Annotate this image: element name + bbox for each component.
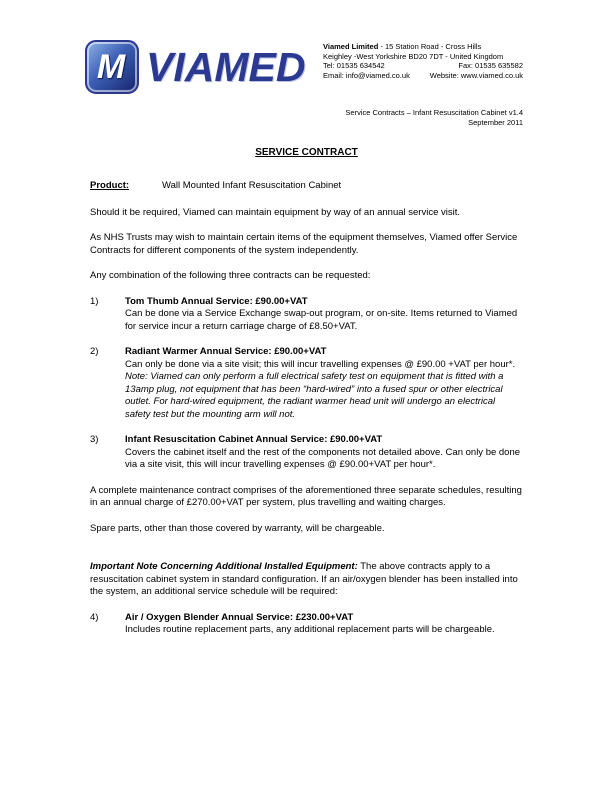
doc-ref-line-1: Service Contracts – Infant Resuscitation Cabinet v1.4 <box>345 108 523 117</box>
item-content <box>125 612 523 637</box>
item-body: Can be done via a Service Exchange swap-out program, or on-site. Items returned to Viamed for service incur a return carriage charge of £8.50+VAT. <box>125 308 518 332</box>
product-value: Wall Mounted Infant Resuscitation Cabinet <box>162 180 342 191</box>
document-body <box>90 180 523 637</box>
important-note-text: The above contracts apply to a resuscitation cabinet system in standard configuration. If an air/oxygen blender has been installed into the system, an additional service schedule will be required: <box>90 561 518 597</box>
item-title: Tom Thumb Annual Service: £90.00+VAT <box>125 295 308 307</box>
service-item-4 <box>90 612 523 637</box>
service-item-1 <box>90 296 523 334</box>
intro-paragraph-3: Any combination of the following three contracts can be requested: <box>90 270 371 281</box>
contact-tel: Tel: 01535 634542 <box>323 61 385 70</box>
item-number: 4) <box>90 611 99 623</box>
contact-line-3 <box>323 61 523 71</box>
important-note-paragraph <box>90 561 523 599</box>
summary-paragraph: A complete maintenance contract comprises of the aforementioned three separate schedules, resulting in an annual charge of £270.00+VAT per system, plus travelling and waiting charges. <box>90 484 522 508</box>
important-note-label: Important Note Concerning Additional Installed Equipment: <box>90 561 358 572</box>
item-number: 1) <box>90 295 99 307</box>
company-contact-block <box>323 42 523 80</box>
doc-reference <box>90 108 523 127</box>
contact-line-4 <box>323 71 523 81</box>
contact-website: Website: www.viamed.co.uk <box>429 70 523 80</box>
spares-paragraph: Spare parts, other than those covered by warranty, will be chargeable. <box>90 522 385 534</box>
contact-line-1 <box>323 42 523 52</box>
service-item-2 <box>90 346 523 421</box>
intro-paragraph-2: As NHS Trusts may wish to maintain certain items of the equipment themselves, Viamed offer Service Contracts for different components of the system independently. <box>90 232 518 256</box>
contact-line-2: Keighley -West Yorkshire BD20 7DT - United Kingdom <box>323 51 504 61</box>
company-address-1: - 15 Station Road - Cross Hills <box>378 42 482 51</box>
viamed-logo-icon <box>85 40 139 94</box>
item-content <box>125 346 523 421</box>
company-name: Viamed Limited <box>323 42 379 51</box>
item-title: Radiant Warmer Annual Service: £90.00+VAT <box>125 346 327 357</box>
item-title: Infant Resuscitation Cabinet Annual Service: £90.00+VAT <box>125 434 383 445</box>
item-body: Includes routine replacement parts, any additional replacement parts will be chargeable. <box>125 624 495 635</box>
service-item-3 <box>90 434 523 472</box>
contact-fax: Fax: 01535 635582 <box>458 61 523 70</box>
document-title: SERVICE CONTRACT <box>255 147 358 158</box>
item-note: Note: Viamed can only perform a full electrical safety test on equipment that is fitted with a 13amp plug, not equipment that has been “hard-wired” into a fused spur or other electrical outlet. For hard-wired equipment, the radiant warmer head unit will undergo an electrical safety test but the mounting arm will not. <box>125 371 504 420</box>
item-title: Air / Oxygen Blender Annual Service: £230.00+VAT <box>125 611 354 623</box>
viamed-logo <box>85 40 305 94</box>
doc-ref-line-2: September 2011 <box>468 117 523 127</box>
logo-m-letter: M <box>96 48 126 86</box>
item-number: 2) <box>90 346 99 357</box>
logo-wordmark: VIAMED <box>146 43 306 90</box>
item-number: 3) <box>90 434 99 445</box>
item-body: Can only be done via a site visit; this will incur travelling expenses @ £90.00 +VAT per hour*. <box>125 358 516 370</box>
contact-email: Email: info@viamed.co.uk <box>323 70 410 80</box>
item-body: Covers the cabinet itself and the rest of the components not detailed above. Can only be done via a site visit, this will incur travelling expenses @ £90.00+VAT per hour*. <box>125 446 521 470</box>
intro-paragraph-1: Should it be required, Viamed can maintain equipment by way of an annual service visit. <box>90 206 461 218</box>
item-content <box>125 434 523 472</box>
item-content <box>125 296 523 334</box>
product-row <box>90 180 523 193</box>
page-header <box>85 40 523 94</box>
product-label: Product: <box>90 180 130 191</box>
